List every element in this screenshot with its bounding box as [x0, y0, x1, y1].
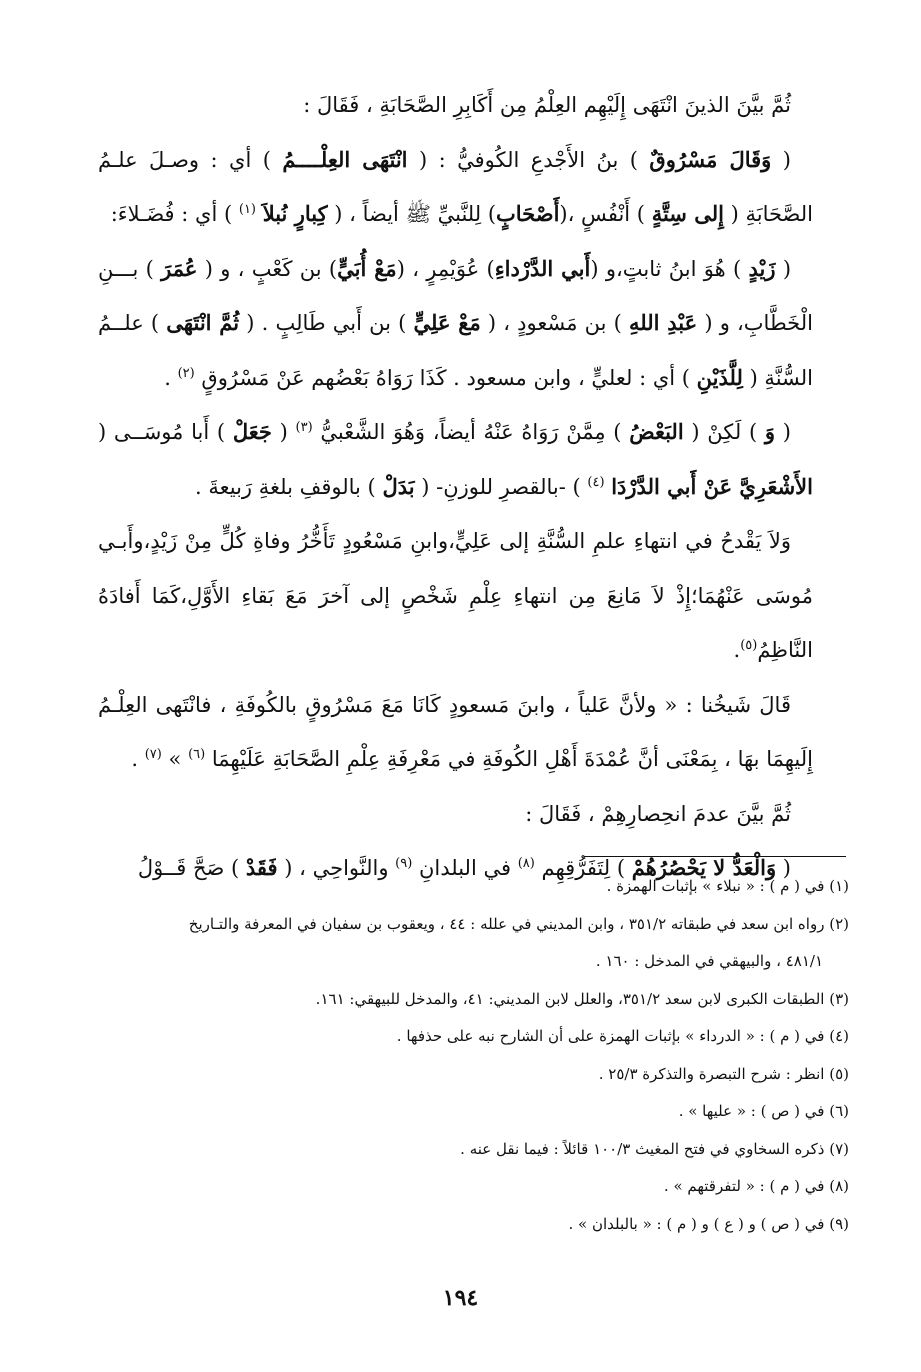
text-span: ) بن أَبي طَالِبٍ . ( [246, 311, 407, 335]
footnote-ref[interactable]: (١) [238, 202, 256, 217]
text-span: ) عُوَيْمِرٍ ، ( [396, 256, 495, 281]
bold-term: أَبي الدَّرْداءِ [494, 255, 591, 281]
bold-term: زَيْدٍ [748, 255, 776, 281]
bold-term: وَقَالَ مَسْرُوقٌ [649, 146, 772, 172]
text-span: ( [782, 420, 791, 444]
paragraph-4 [98, 405, 813, 514]
bold-term: وَ [764, 419, 776, 444]
text-span: ) أي : فُضَـلاءَ: [110, 202, 233, 226]
bold-term: ثُمَّ انْتَهَى [166, 310, 240, 335]
text-span: » [168, 747, 182, 771]
text-span: ) لِلنَّبيِّ ﷺ أيضاً ، ( [334, 202, 497, 226]
bold-term: الأَشْعَرِيَّ عَنْ أَبي الدَّرْدَا [611, 473, 813, 499]
text-span: في البلدانِ [418, 856, 512, 880]
bold-term: مَعْ عَلِيٍّ [413, 310, 481, 335]
text-span: قَالَ شَيخُنا : « ولأنَّ عَلياً ، وابنَ مَسعودٍ كَانَا مَعَ مَسْرُوقٍ بالكُوفَةِ ، فانْتَهى العِلْـمُ إِلَيهِمَا بهَا ، بِمَعْنَى أنَّ عُمْدَةَ أَهْلِ الكُوفَةِ في مَعْرِفَةِ عِلْمِ الصَّحَابَةِ عَلَيْهِمَا [98, 692, 813, 771]
text-span: ) أي : وصـلَ علـمُ الصَّحَابَةِ ( [98, 147, 813, 226]
text-span: ( [782, 147, 791, 172]
footnote-5: (٥) انظر : شرح التبصرة والتذكرة ٢٥/٣ . [598, 1064, 849, 1083]
text-span: ثُمَّ بيَّنَ عدمَ انحِصارِهِمْ ، فَقَالَ : [525, 801, 791, 826]
bold-term: البَعْضُ [629, 419, 684, 444]
footnote-3: (٣) الطبقات الكبرى لابن سعد ٣٥١/٢، والعلل لابن المديني: ٤١، والمدخل للبيهقي: ١٦١. [315, 989, 849, 1008]
bold-term: كِبارٍ نُبلاَ [262, 201, 328, 226]
footnote-ref[interactable]: (٧) [144, 747, 162, 762]
text-span: ) لَكِنْ ( [691, 420, 758, 444]
text-span: ) لِتَفَرُّقِهِم [541, 856, 626, 880]
bold-term: عُمَرَ [161, 255, 198, 281]
page-number: ١٩٤ [442, 1285, 479, 1311]
footnote-2-continuation: ٤٨١/١ ، والبيهقي في المدخل : ١٦٠ . [595, 952, 823, 970]
paragraph-7 [98, 787, 813, 842]
text-span: ) أَبا مُوسَــى ( [98, 420, 226, 444]
bold-term: مَعْ أُبَيٍّ [337, 255, 397, 281]
paragraph-1 [98, 78, 813, 133]
footnote-8: (٨) في ( م ) : « لتفرقتهم » . [663, 1177, 849, 1195]
text-span: ) صَحَّ قَــوْلُ [137, 856, 240, 880]
text-span: وَلاَ يَقْدحُ في انتهاءِ علمِ السُّنَّةِ إلى عَلِيٍّ،وابنِ مَسْعُودٍ تَأَخُّرُ وفاةِ كُلٍّ مِنْ زَيْدٍ،وأَبـي مُوسَى عَنْهُمَا؛إِذْ لاَ مَانِعَ مِن انتهاءِ عِلْمِ شَخْصٍ إلى آخرَ مَعَ بَقاءِ الأَوَّلِ،كَمَا أَفادَهُ النَّاظِمُ [98, 529, 814, 662]
footnote-ref[interactable]: (٩) [395, 856, 413, 871]
footnote-2: (٢) رواه ابن سعد في طبقاته ٣٥١/٢ ، وابن المديني في علله : ٤٤ ، ويعقوب بن سفيان في المعرفة والتـاريخ [188, 914, 849, 933]
paragraph-5 [98, 514, 813, 678]
footnote-ref[interactable]: (٥) [740, 638, 758, 653]
bold-term: عَبْدِ اللهِ [629, 310, 698, 335]
text-span: ( [782, 856, 791, 880]
text-span: والنَّواحِي ، ( [284, 856, 389, 880]
footnote-4: (٤) في ( م ) : « الدرداء » بإثبات الهمزة على أن الشارح نبه على حذفها . [396, 1027, 849, 1045]
footnote-ref[interactable]: (٢) [177, 365, 195, 381]
text-span: ) بن مَسْعودٍ ، ( [487, 311, 622, 335]
text-span: ) بن كَعْبٍ ، و ( [204, 256, 338, 281]
text-span: ) -بالقصرِ للوزنِ- ( [421, 474, 581, 499]
footnote-separator [584, 856, 846, 857]
text-span: ) أَنْفُسٍ ،( [559, 202, 645, 226]
paragraph-3 [98, 242, 813, 406]
text-span: . [733, 638, 741, 662]
bold-term: وَالْعَدُّ لا يَحْصُرُهُمْ [631, 855, 777, 880]
main-text [98, 78, 813, 896]
text-span: ) بـــنِ الْخَطَّابِ، و ( [98, 256, 813, 335]
text-span: ثُمَّ بيَّنَ الذينَ انْتَهَى إِلَيْهِم العِلْمُ مِن أَكَابِرِ الصَّحَابَةِ ، فَقَالَ : [303, 93, 791, 117]
footnote-6: (٦) في ( ص ) : « عليها » . [678, 1102, 849, 1120]
footnote-1: (١) في ( م ) : « نبلاء » بإثبات الهمزة . [606, 877, 849, 895]
bold-term: لِلَّذَيْنِ [696, 364, 743, 390]
text-span: ) بالوقفِ بلغةِ رَبيعةَ . [195, 474, 376, 499]
text-span: . [131, 747, 138, 771]
footnote-ref[interactable]: (٦) [188, 747, 206, 762]
paragraph-2 [98, 133, 813, 242]
bold-term: جَعَلْ [232, 419, 272, 444]
footnote-ref[interactable]: (٨) [517, 856, 535, 871]
text-span: ) مِمَّنْ رَوَاهُ عَنْهُ أيضاً، وَهُوَ الشَّعْبيُّ [320, 420, 622, 444]
bold-term: أَصْحَابٍ [496, 201, 560, 226]
footnote-ref[interactable]: (٣) [295, 420, 313, 435]
text-span: ) علــمُ السُّنَّةِ ( [98, 311, 813, 390]
footnotes [80, 868, 849, 1243]
footnote-7: (٧) ذكره السخاوي في فتح المغيث ١٠٠/٣ قائلاً : فيما نقل عنه . [460, 1139, 849, 1158]
text-span: ) بنُ الأَجْدعِ الكُوفيُّ : ( [418, 147, 638, 172]
bold-term: فَقَدْ [245, 855, 278, 880]
paragraph-6 [98, 678, 813, 787]
text-span: . [164, 365, 171, 390]
footnote-ref[interactable]: (٤) [587, 474, 605, 490]
text-span: ) هُوَ ابنُ ثابتٍ،و ( [590, 256, 742, 281]
bold-term: إِلى سِتَّةٍ [651, 201, 724, 226]
bold-term: بَدَلْ [382, 473, 415, 499]
text-span: ) أي : لعليٍّ ، وابن مسعود . كَذَا رَوَاهُ بَعْضُهم عَنْ مَسْرُوقٍ [201, 365, 690, 390]
footnote-9: (٩) في ( ص ) و ( ع ) و ( م ) : « بالبلدان » . [568, 1214, 849, 1233]
text-span: ( [279, 420, 288, 444]
text-span: ( [782, 256, 792, 281]
bold-term: انْتَهَى العِلْــــمُ [282, 146, 408, 172]
